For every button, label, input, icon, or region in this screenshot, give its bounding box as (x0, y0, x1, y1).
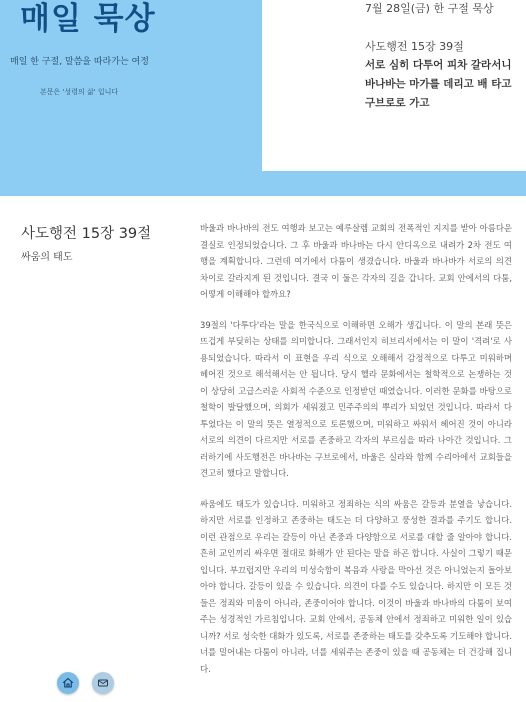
app-title: 매일 묵상 (20, 1, 156, 37)
passage-title: 사도행전 15장 39절 (21, 226, 152, 242)
home-icon (62, 674, 74, 693)
mail-button[interactable] (92, 672, 114, 694)
home-button[interactable] (57, 672, 79, 694)
body-paragraph: 싸움에도 태도가 있습니다. 미워하고 정죄하는 식의 싸움은 갈등과 분열을 낳습니다. 하지만 서로를 인정하고 존중하는 태도는 더 다양하고 풍성한 결과를 주기도 합니다. 이런 관점으로 우리는 갈등이 아닌 존중과 다양함으로 서로를 대할 줄 알아야 합니다. 흔히 교인끼리 싸우면 절대로 화해가 안 된다는 말을 하곤 합니다. 사실이 그렇기 때문입니다. 부끄럽지만 우리의 미성숙함이 복음과 사랑을 막아선 것은 아니었는지 돌아보아야 합니다. 갈등이 있을 수 있습니다. 의견이 다를 수도 있습니다. 하지만 이 모든 것들은 정죄와 미움이 아니라, 존중이어야 합니다. 이것이 바울과 바나바의 다툼이 보여주는 성경적인 가르침입니다. 교회 안에서, 공동체 안에서 정죄하고 미워한 일이 있습니까? 서로 성숙한 대화가 있도록, 서로를 존중하는 태도를 갖추도록 기도해야 합니다. 너를 밀어내는 다툼이 아니라, 너를 세워주는 존중이 있을 때 공동체는 더 건강해 집니다. (200, 498, 512, 674)
app-note: 본문은 '성령의 삶' 입니다 (40, 88, 119, 96)
verse-date: 7월 28일(금) 한 구절 묵상 (365, 2, 494, 15)
app-subtitle: 매일 한 구절, 말씀을 따라가는 여정 (10, 57, 149, 67)
passage-subtitle: 싸움의 태도 (21, 252, 73, 263)
body-paragraph: 39절의 '다투다'라는 말을 한국식으로 이해하면 오해가 생깁니다. 이 말의 본래 뜻은 뜨겁게 부딪히는 상태를 의미합니다. 그래서인지 히브리서에서는 이 말이 '격려'로 사용되었습니다. 따라서 이 표현을 우리 식으로 오해해서 감정적으로 다투고 미워하며 헤어진 것으로 해석해서는 안 됩니다. 당시 헬라 문화에서는 철학적으로 논쟁하는 것이 상당히 고급스러운 사회적 수준으로 인정받던 때였습니다. 이러한 문화를 바탕으로 철학이 발달했으며, 의회가 세워졌고 민주주의의 뿌리가 되었던 것입니다. 따라서 다투었다는 이 말의 뜻은 열정적으로 토론했으며, 미워하고 싸워서 헤어진 것이 아니라 서로의 의견이 다르지만 서로를 존중하고 각자의 부르심을 따라 나아간 것입니다. 그러하기에 사도행전은 바나바는 구브로에서, 바울은 실라와 함께 수리아에서 교회들을 견고히 했다고 말합니다. (200, 319, 512, 478)
verse-text: 서로 심히 다투어 피차 갈라서니 바나바는 마가를 데리고 배 타고 구브로로 가고 (365, 59, 512, 109)
meditation-body (200, 220, 512, 691)
verse-reference: 사도행전 15장 39절 (365, 40, 464, 53)
body-paragraph: 바울과 바나바의 전도 여행과 보고는 예루살렘 교회의 전폭적인 지지를 받아 아름다운 결실로 인정되었습니다. 그 후 바울과 바나바는 다시 안디옥으로 내려가 2차 전도 여행을 계획합니다. 그런데 여기에서 다툼이 생겼습니다. 바울과 바나바가 서로의 의견 차이로 갈라지게 된 것입니다. 결국 이 둘은 각자의 길을 갑니다. 교회 안에서의 다툼, 어떻게 이해해야 할까요? (200, 223, 512, 299)
mail-icon (97, 674, 109, 693)
verse-card (262, 0, 526, 171)
